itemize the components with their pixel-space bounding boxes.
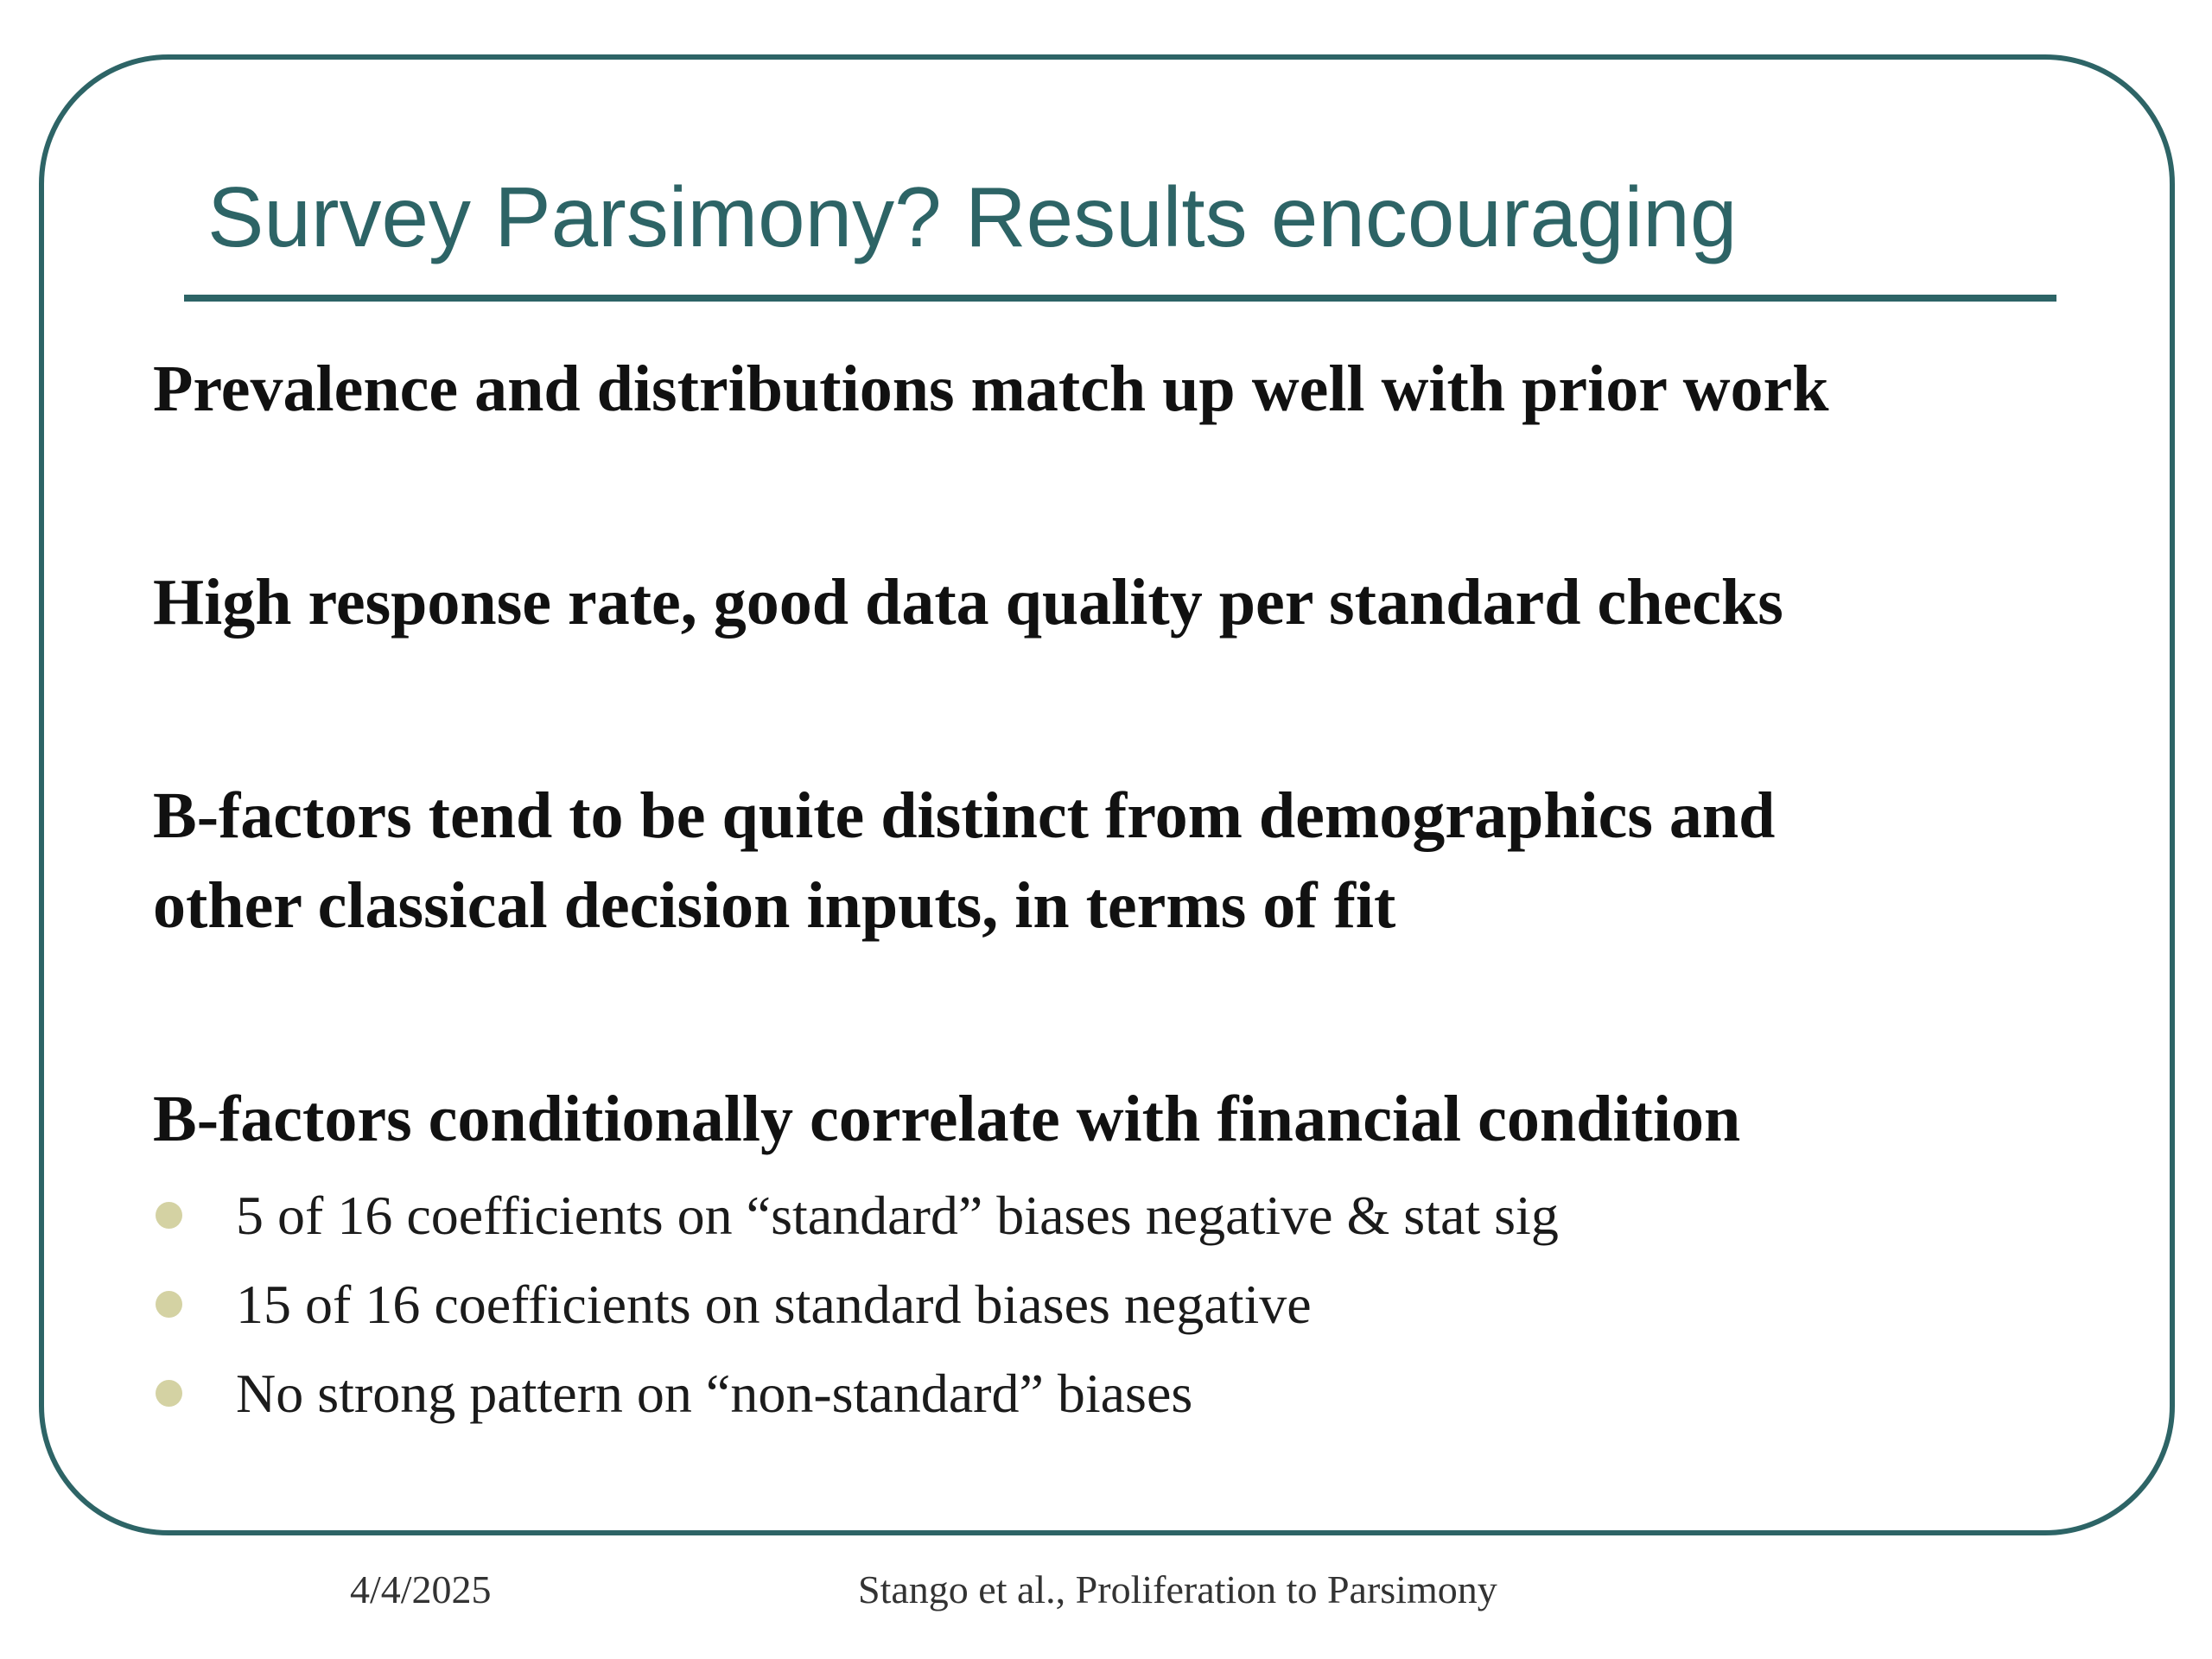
- sub-bullet-text: 15 of 16 coefficients on standard biases negative: [236, 1274, 1312, 1335]
- bullet-dot-icon: [156, 1202, 182, 1229]
- footer-date: 4/4/2025: [350, 1567, 492, 1611]
- title-underline: [184, 295, 2056, 302]
- point-response-rate: High response rate, good data quality per standard checks: [153, 566, 1783, 639]
- slide-title: Survey Parsimony? Results encouraging: [207, 169, 1738, 264]
- bullet-dot-icon: [156, 1380, 182, 1407]
- bullet-dot-icon: [156, 1291, 182, 1318]
- point-b-factors-distinct-line-1: B-factors tend to be quite distinct from demographics and: [153, 779, 1776, 852]
- point-b-factors-distinct-line-2: other classical decision inputs, in terms of fit: [153, 869, 1396, 942]
- sub-bullet-text: No strong pattern on “non-standard” biases: [236, 1363, 1193, 1424]
- sub-bullet-text: 5 of 16 coefficients on “standard” biases negative & stat sig: [236, 1185, 1559, 1246]
- footer-credit: Stango et al., Proliferation to Parsimony: [858, 1567, 1497, 1611]
- point-b-factors-correlate: B-factors conditionally correlate with financial condition: [153, 1083, 1741, 1155]
- point-prevalence: Prevalence and distributions match up well with prior work: [153, 353, 1829, 425]
- point-b-factors-distinct: [153, 771, 1775, 950]
